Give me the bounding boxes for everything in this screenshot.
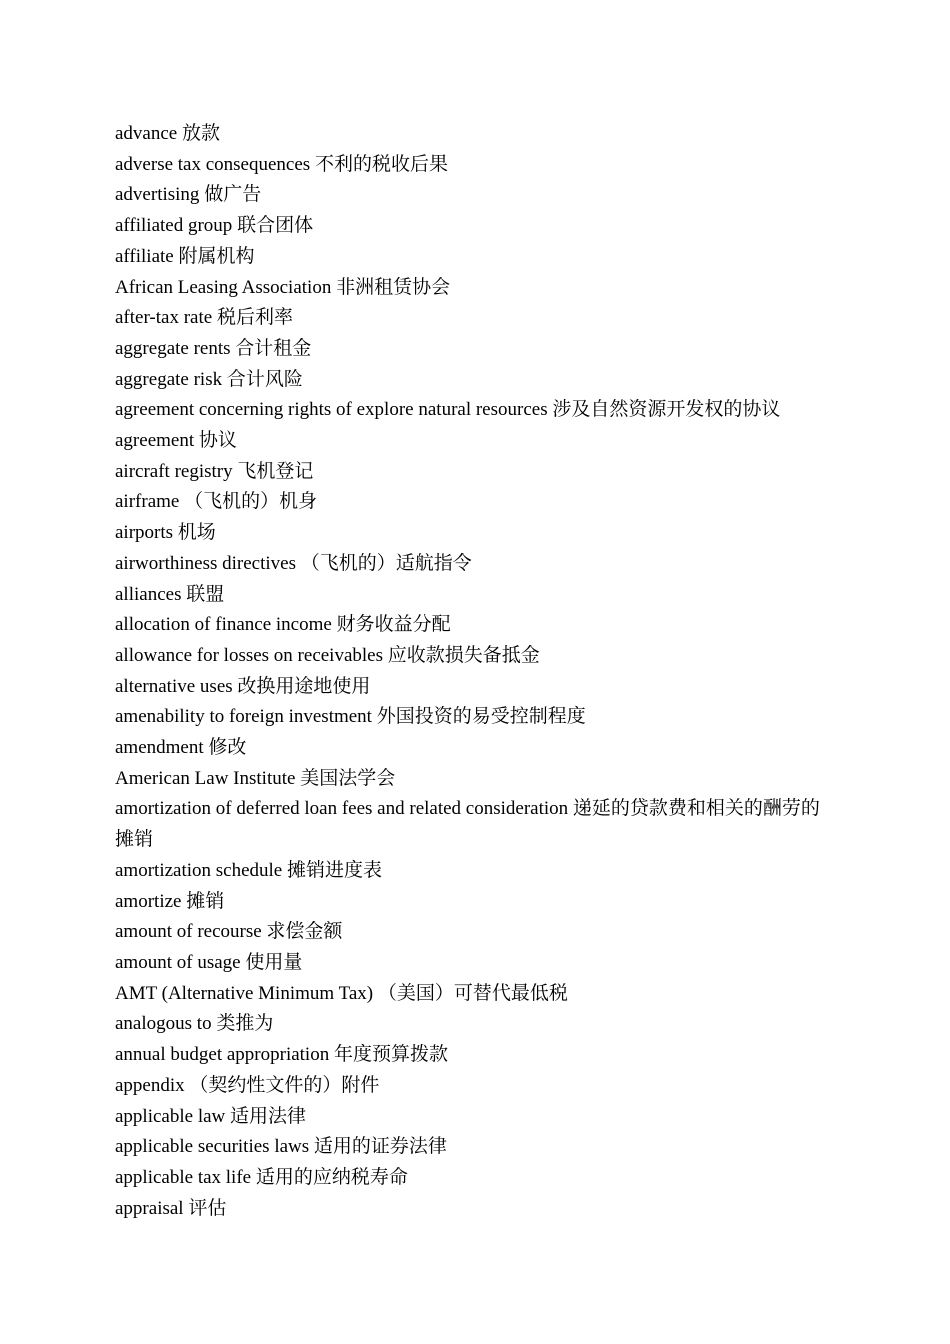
glossary-translation: 外国投资的易受控制程度 [376,706,586,728]
glossary-term: after-tax rate [115,307,213,329]
glossary-term: airframe [115,491,180,513]
glossary-translation: 财务收益分配 [336,614,451,636]
glossary-translation: 非洲租赁协会 [336,276,451,298]
glossary-term: amount of recourse [115,921,262,943]
glossary-term: aircraft registry [115,460,233,482]
glossary-entry [115,395,835,426]
glossary-entry [115,150,835,181]
glossary-term: amortization of deferred loan fees and related consideration [115,798,569,820]
glossary-translation: 联合团体 [237,215,314,237]
glossary-entry [115,119,835,150]
glossary-entry [115,457,835,488]
glossary-term: advertising [115,184,200,206]
glossary-entry [115,610,835,641]
glossary-term: analogous to [115,1013,212,1035]
glossary-translation: 使用量 [245,951,303,973]
glossary-term: alternative uses [115,675,233,697]
glossary-entry [115,518,835,549]
glossary-term: agreement [115,430,195,452]
glossary-translation: （飞机的）机身 [184,491,318,513]
glossary-entry [115,1163,835,1194]
glossary-translation: （美国）可替代最低税 [377,982,568,1004]
glossary-entry [115,180,835,211]
glossary-entry [115,1009,835,1040]
glossary-translation: 飞机登记 [237,460,314,482]
glossary-entry [115,1071,835,1102]
glossary-translation: 美国法学会 [300,767,396,789]
glossary-entry [115,672,835,703]
glossary-entry [115,979,835,1010]
glossary-translation: 附属机构 [178,245,255,267]
glossary-term: affiliated group [115,215,233,237]
glossary-term: amortization schedule [115,859,283,881]
glossary-entry [115,794,835,855]
glossary-translation: 评估 [188,1197,227,1219]
glossary-term: amount of usage [115,951,241,973]
glossary-translation: 合计租金 [235,337,312,359]
glossary-term: allowance for losses on receivables [115,644,384,666]
glossary-term: appendix [115,1074,185,1096]
glossary-translation: 递延的贷款费和相关的酬劳的摊销 [115,798,820,851]
glossary-translation: 改换用途地使用 [237,675,371,697]
glossary-term: appraisal [115,1197,184,1219]
glossary-translation: 不利的税收后果 [314,153,448,175]
glossary-term: American Law Institute [115,767,296,789]
glossary-term: amortize [115,890,182,912]
glossary-term: AMT (Alternative Minimum Tax) [115,982,374,1004]
glossary-translation: 类推为 [216,1013,274,1035]
glossary-term: alliances [115,583,182,605]
glossary-term: airports [115,522,174,544]
glossary-entry [115,1040,835,1071]
glossary-entry [115,334,835,365]
glossary-entry [115,211,835,242]
glossary-translation: 税后利率 [216,307,293,329]
glossary-term: aggregate rents [115,337,231,359]
glossary-translation: 适用法律 [230,1105,307,1127]
glossary-term: affiliate [115,245,174,267]
glossary-translation: 做广告 [204,184,262,206]
glossary-term: applicable securities laws [115,1136,310,1158]
glossary-entry [115,273,835,304]
glossary-term: African Leasing Association [115,276,332,298]
glossary-term: allocation of finance income [115,614,332,636]
glossary-entry [115,856,835,887]
glossary-translation: 修改 [208,737,247,759]
glossary-term: agreement concerning rights of explore natural resources [115,399,548,421]
glossary-translation: 年度预算拨款 [333,1044,448,1066]
glossary-term: amendment [115,737,204,759]
glossary-translation: 适用的证券法律 [313,1136,447,1158]
glossary-translation: 协议 [198,430,237,452]
glossary-translation: 涉及自然资源开发权的协议 [552,399,781,421]
glossary-translation: 应收款损失备抵金 [387,644,540,666]
glossary-entry [115,1194,835,1225]
glossary-entry [115,242,835,273]
glossary-entry [115,1102,835,1133]
glossary-entry [115,365,835,396]
glossary-term: airworthiness directives [115,552,296,574]
glossary-term: aggregate risk [115,368,223,390]
glossary-translation: 摊销 [186,890,225,912]
glossary-term: amenability to foreign investment [115,706,372,728]
glossary-entry [115,549,835,580]
glossary-entry [115,764,835,795]
glossary-translation: （契约性文件的）附件 [189,1074,380,1096]
glossary-translation: 联盟 [186,583,225,605]
glossary-term: applicable law [115,1105,226,1127]
glossary-term: applicable tax life [115,1166,252,1188]
glossary-entry [115,702,835,733]
glossary-term: adverse tax consequences [115,153,311,175]
glossary-translation: 求偿金额 [266,921,343,943]
glossary-list [115,119,835,1224]
glossary-entry [115,641,835,672]
glossary-translation: 放款 [181,123,220,144]
glossary-translation: （飞机的）适航指令 [300,552,472,574]
glossary-entry [115,887,835,918]
glossary-entry [115,733,835,764]
glossary-entry [115,948,835,979]
glossary-entry [115,1132,835,1163]
glossary-entry [115,917,835,948]
glossary-translation: 合计风险 [226,368,303,390]
glossary-translation: 摊销进度表 [287,859,383,881]
glossary-term: advance [115,123,178,144]
glossary-term: annual budget appropriation [115,1044,330,1066]
glossary-entry [115,580,835,611]
glossary-translation: 机场 [177,522,216,544]
glossary-translation: 适用的应纳税寿命 [255,1166,408,1188]
glossary-entry [115,303,835,334]
glossary-entry [115,426,835,457]
glossary-entry [115,487,835,518]
